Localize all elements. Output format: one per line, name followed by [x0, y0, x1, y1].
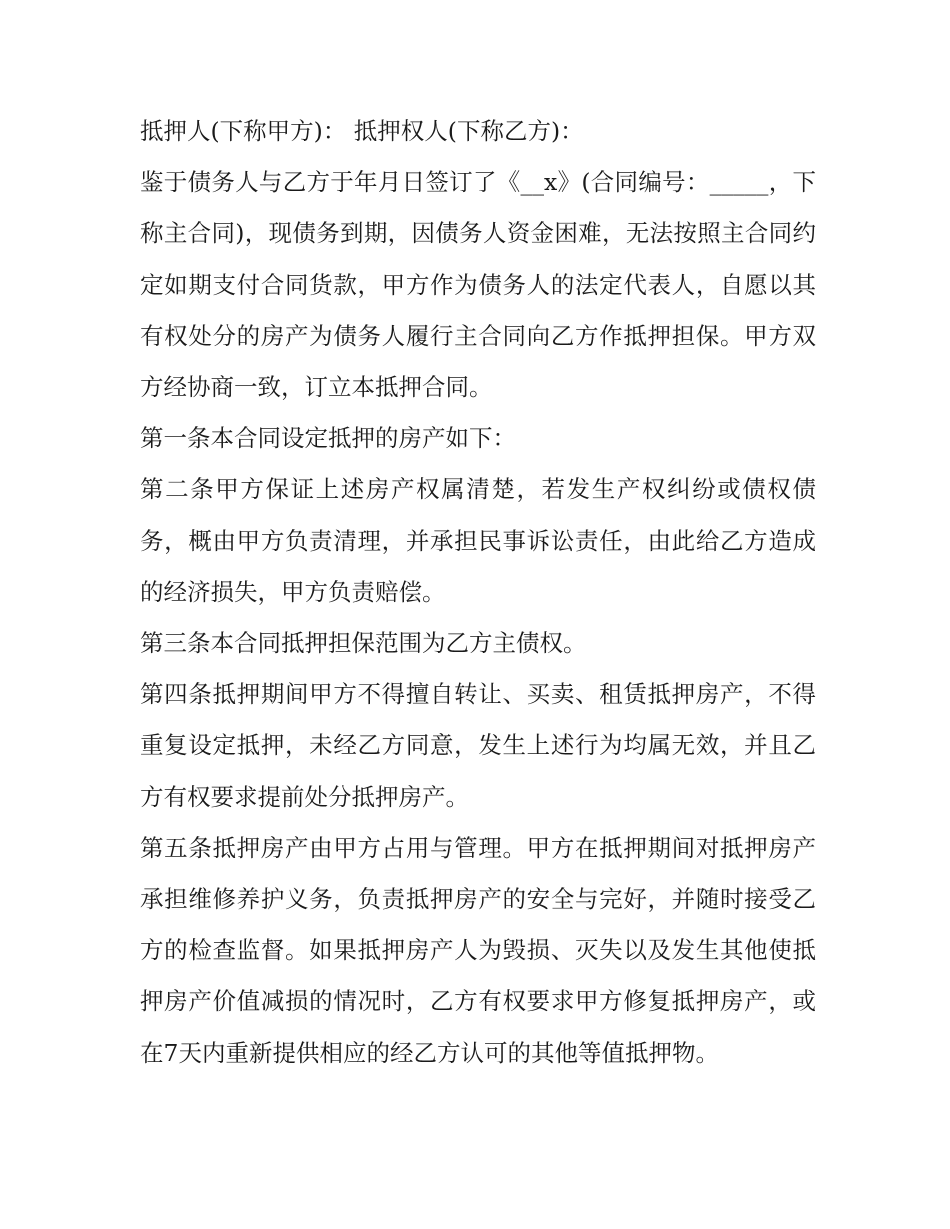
article-4: 第四条抵押期间甲方不得擅自转让、买卖、租赁抵押房产，不得重复设定抵押，未经乙方同意，发生上述行为均属无效，并且乙方有权要求提前处分抵押房产。	[140, 680, 816, 811]
parties-line: 抵押人(下称甲方)： 抵押权人(下称乙方)：	[140, 117, 584, 145]
article-2: 第二条甲方保证上述房产权属清楚，若发生产权纠纷或债权债务，概由甲方负责清理，并承担民事诉讼责任，由此给乙方造成的经济损失，甲方负责赔偿。	[140, 475, 816, 606]
article-3: 第三条本合同抵押担保范围为乙方主债权。	[140, 629, 587, 658]
document-body	[140, 106, 816, 1079]
article-5: 第五条抵押房产由甲方占用与管理。甲方在抵押期间对抵押房产承担维修养护义务，负责抵押房产的安全与完好，并随时接受乙方的检查监督。如果抵押房产人为毁损、灭失以及发生其他使抵押房产价值减损的情况时，乙方有权要求甲方修复抵押房产，或在7天内重新提供相应的经乙方认可的其他等值抵押物。	[140, 833, 816, 1067]
article-1: 第一条本合同设定抵押的房产如下：	[140, 424, 516, 453]
preamble-paragraph: 鉴于债务人与乙方于年月日签订了《__x》(合同编号：_____，下称主合同)，现债务到期，因债务人资金困难，无法按照主合同约定如期支付合同货款，甲方作为债务人的法定代表人，自愿以其有权处分的房产为债务人履行主合同向乙方作抵押担保。甲方双方经协商一致，订立本抵押合同。	[140, 168, 816, 402]
